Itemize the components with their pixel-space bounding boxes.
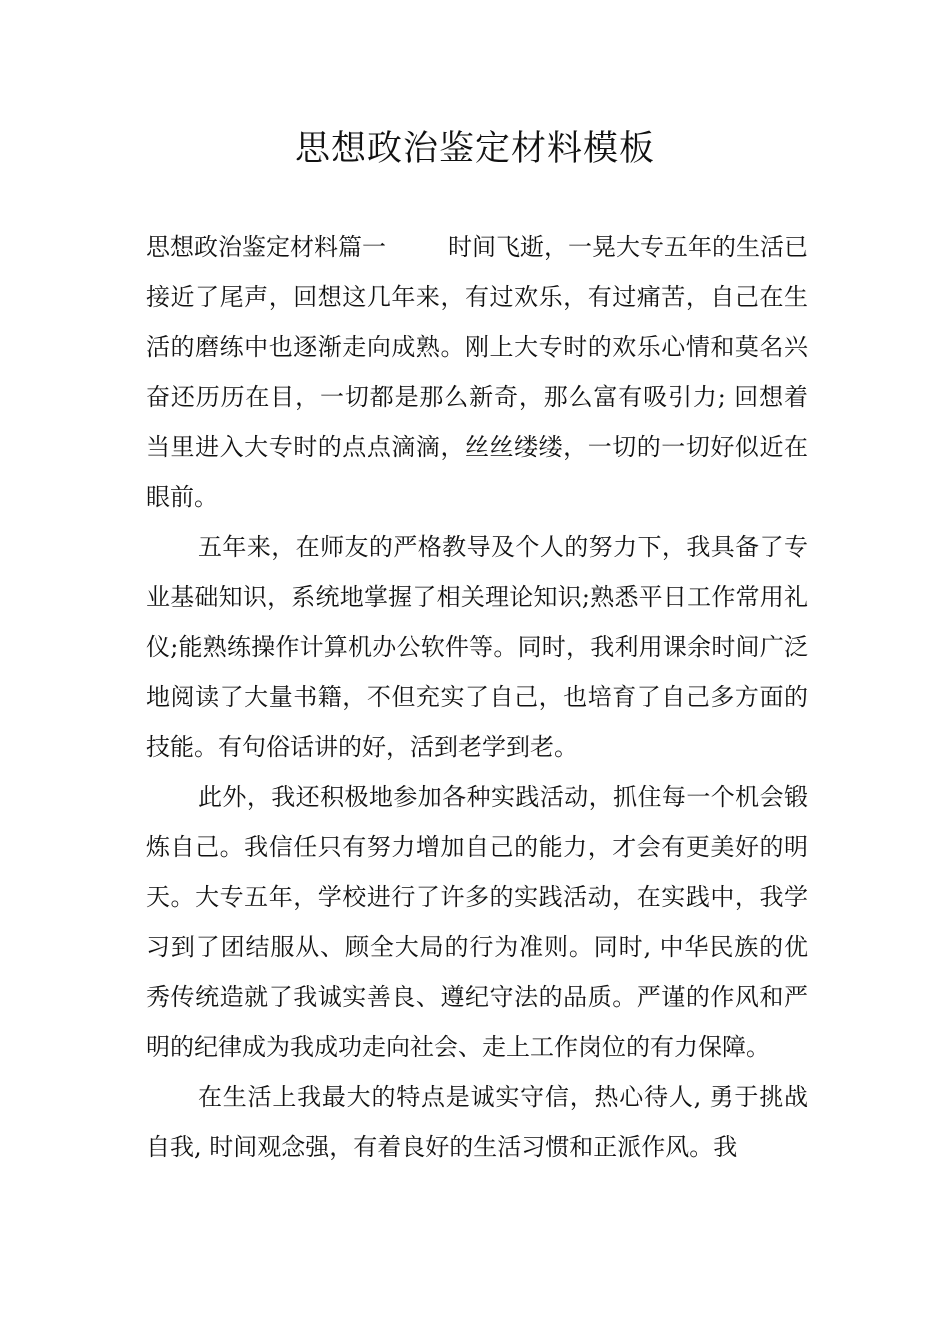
paragraph-2: 五年来，在师友的严格教导及个人的努力下，我具备了专业基础知识，系统地掌握了相关理论知识;熟悉平日工作常用礼仪;能熟练操作计算机办公软件等。同时，我利用课余时间广泛地阅读了大量书籍，不但充实了自己，也培育了自己多方面的技能。有句俗话讲的好，活到老学到老。 — [146, 533, 808, 761]
paragraph-3: 此外，我还积极地参加各种实践活动，抓住每一个机会锻炼自己。我信任只有努力增加自己的能力，才会有更美好的明天。大专五年，学校进行了许多的实践活动，在实践中，我学习到了团结服从、顾全大局的行为准则。同时, 中华民族的优秀传统造就了我诚实善良、遵纪守法的品质。严谨的作风和严明的纪律成为我成功走向社会、走上工作岗位的有力保障。 — [146, 783, 808, 1061]
paragraph-1-text: 时间飞逝，一晃大专五年的生活已接近了尾声，回想这几年来，有过欢乐，有过痛苦，自己在生活的磨练中也逐渐走向成熟。刚上大专时的欢乐心情和莫名兴奋还历历在目，一切都是那么新奇，那么富有吸引力; 回想着当里进入大专时的点点滴滴，丝丝缕缕，一切的一切好似近在眼前。 — [146, 233, 808, 511]
section-heading: 思想政治鉴定材料篇一 — [146, 233, 386, 261]
document-title: 思想政治鉴定材料模板 — [294, 129, 655, 169]
document-body — [146, 222, 808, 1172]
paragraph-1 — [146, 222, 808, 522]
paragraph-4: 在生活上我最大的特点是诚实守信，热心待人, 勇于挑战自我, 时间观念强，有着良好的生活习惯和正派作风。我 — [146, 1083, 808, 1161]
